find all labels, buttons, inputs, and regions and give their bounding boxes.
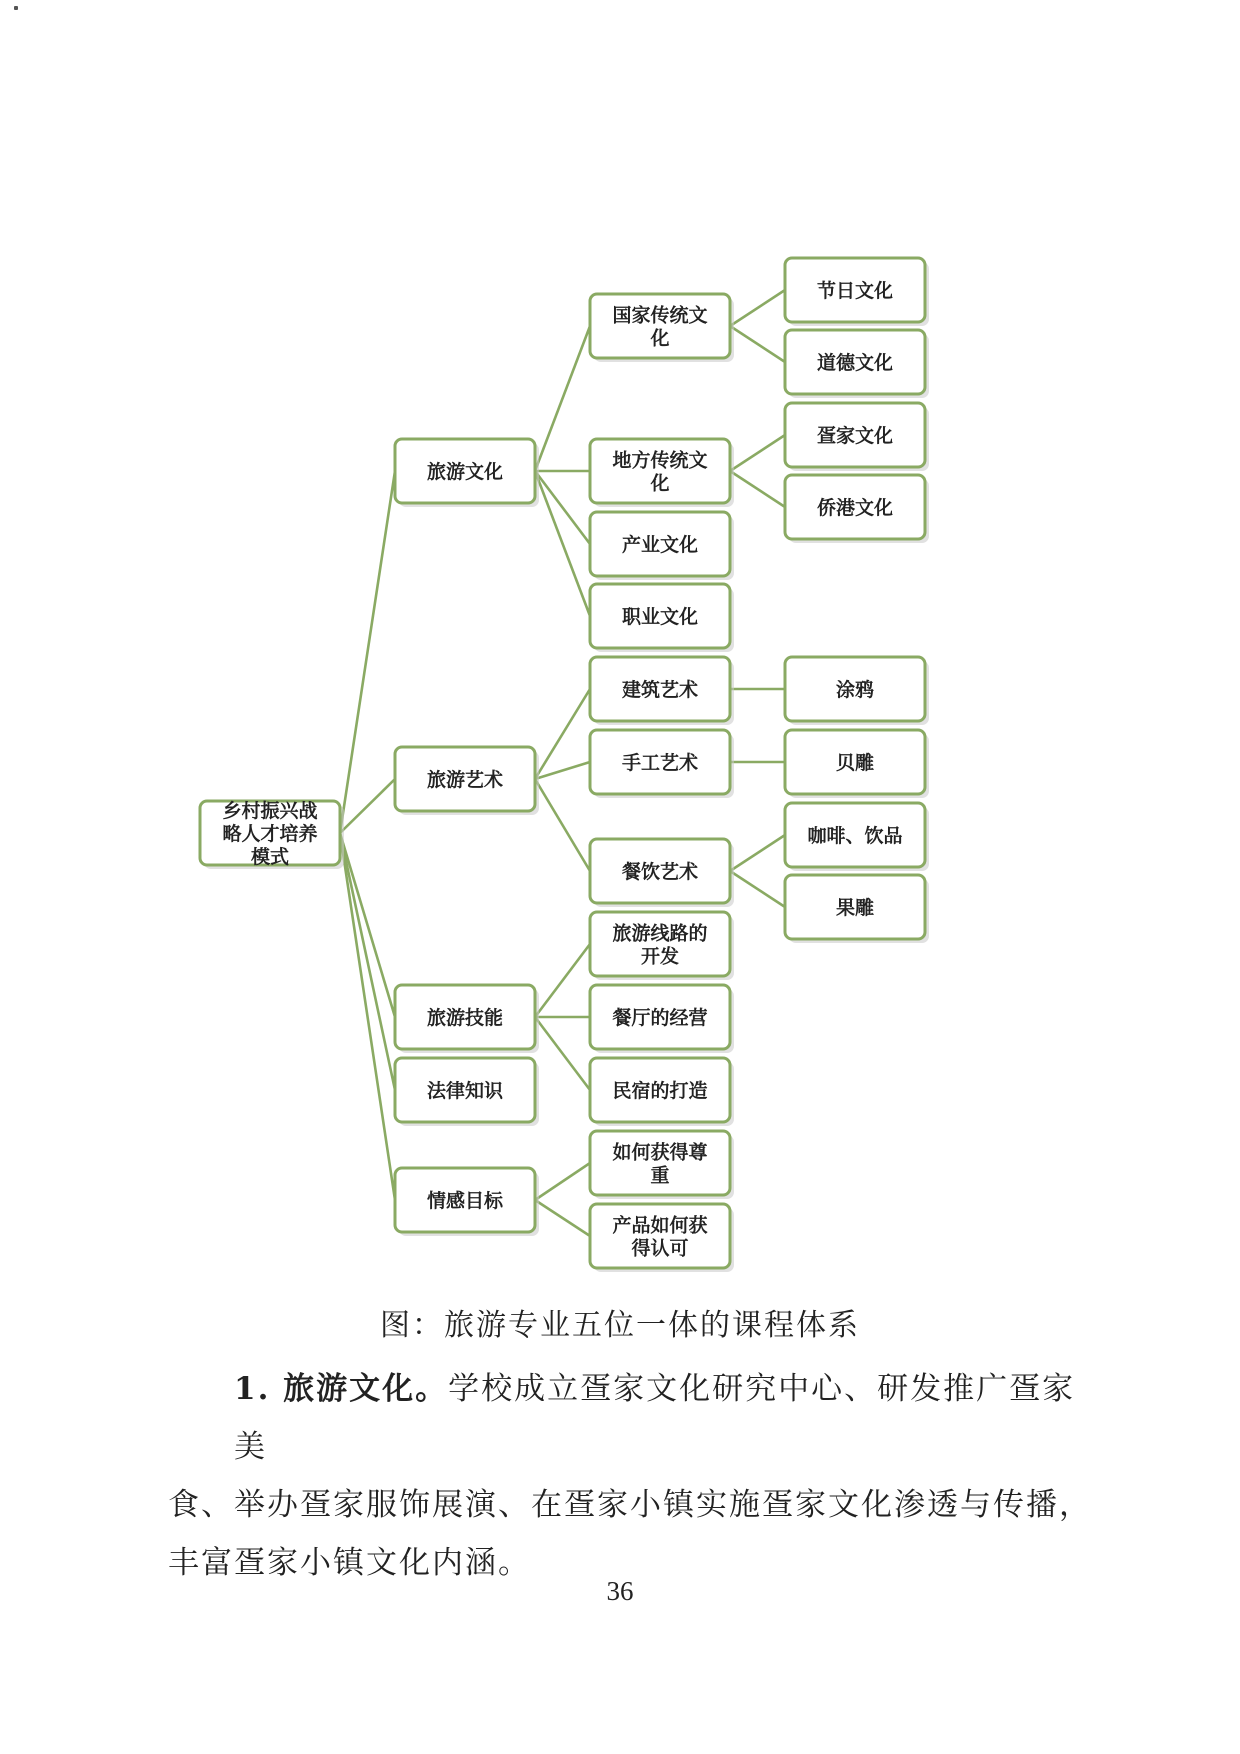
paragraph-line-2: 食、举办疍家服饰展演、在疍家小镇实施疍家文化渗透与传播， xyxy=(168,1487,1092,1523)
topic-node xyxy=(590,912,734,980)
branch-node xyxy=(395,747,539,815)
edge-topic-to-leaf xyxy=(730,326,785,362)
node-label: 国家传统文化 xyxy=(612,304,708,350)
paragraph-line-1: 学校成立疍家文化研究中心、研发推广疍家美 xyxy=(234,1371,1076,1465)
page-number: 36 xyxy=(606,1576,634,1606)
node-label: 旅游艺术 xyxy=(426,769,504,791)
topic-node xyxy=(590,730,734,798)
topic-node xyxy=(590,439,734,507)
edge-branch-to-topic xyxy=(535,326,590,471)
node-label: 侨港文化 xyxy=(816,497,894,519)
node-label: 手工艺术 xyxy=(621,752,699,774)
node-label: 餐饮艺术 xyxy=(621,861,699,883)
leaf-node xyxy=(785,475,929,543)
node-label: 咖啡、饮品 xyxy=(807,825,903,847)
leaf-node xyxy=(785,730,929,798)
node-label: 法律知识 xyxy=(426,1080,504,1102)
node-label: 产业文化 xyxy=(621,534,699,556)
edge-root-to-branch xyxy=(340,833,395,1017)
node-label: 职业文化 xyxy=(621,606,699,628)
node-label: 道德文化 xyxy=(816,352,894,374)
topic-node xyxy=(590,584,734,652)
edge-root-to-branch xyxy=(340,471,395,833)
figure-caption: 图：旅游专业五位一体的课程体系 xyxy=(380,1308,860,1343)
edge-topic-to-leaf xyxy=(730,435,785,471)
edge-root-to-branch xyxy=(340,833,395,1200)
body-paragraph xyxy=(168,1360,1108,1592)
topic-node xyxy=(590,839,734,907)
topic-node xyxy=(590,657,734,725)
node-label: 节日文化 xyxy=(816,280,894,302)
edge-topic-to-leaf xyxy=(730,871,785,907)
edge-topic-to-leaf xyxy=(730,290,785,326)
edge-branch-to-topic xyxy=(535,1163,590,1200)
leaf-node xyxy=(785,330,929,398)
node-label: 情感目标 xyxy=(426,1190,504,1212)
leaf-node xyxy=(785,657,929,725)
node-label: 贝雕 xyxy=(835,752,875,774)
leaf-node xyxy=(785,403,929,471)
edge-branch-to-topic xyxy=(535,779,590,871)
edge-branch-to-topic xyxy=(535,1200,590,1236)
node-label: 旅游线路的开发 xyxy=(612,922,708,968)
branch-node xyxy=(395,439,539,507)
edge-branch-to-topic xyxy=(535,471,590,616)
node-label: 民宿的打造 xyxy=(612,1080,708,1102)
diagram-nodes xyxy=(200,258,929,1272)
leaf-node xyxy=(785,803,929,871)
node-label: 涂鸦 xyxy=(835,679,875,701)
branch-node xyxy=(395,1168,539,1236)
node-label: 如何获得尊重 xyxy=(612,1141,708,1187)
paragraph-line-3: 丰富疍家小镇文化内涵。 xyxy=(168,1545,531,1581)
branch-node xyxy=(395,1058,539,1126)
topic-node xyxy=(590,512,734,580)
paragraph-heading: 1. 旅游文化。 xyxy=(234,1371,449,1407)
edge-root-to-branch xyxy=(340,833,395,1090)
node-label: 产品如何获得认可 xyxy=(612,1214,708,1260)
node-label: 果雕 xyxy=(835,897,875,919)
node-label: 旅游文化 xyxy=(426,461,504,483)
edge-topic-to-leaf xyxy=(730,471,785,507)
topic-node xyxy=(590,294,734,362)
leaf-node xyxy=(785,258,929,326)
topic-node xyxy=(590,1204,734,1272)
paragraph-first-line xyxy=(168,1360,1108,1476)
node-label: 餐厅的经营 xyxy=(612,1007,708,1029)
edge-branch-to-topic xyxy=(535,1017,590,1090)
node-label: 乡村振兴战略人才培养模式 xyxy=(222,800,318,868)
edge-topic-to-leaf xyxy=(730,835,785,871)
node-label: 建筑艺术 xyxy=(621,679,699,701)
topic-node xyxy=(590,985,734,1053)
topic-node xyxy=(590,1131,734,1199)
edge-branch-to-topic xyxy=(535,471,590,544)
branch-node xyxy=(395,985,539,1053)
topic-node xyxy=(590,1058,734,1126)
node-label: 疍家文化 xyxy=(816,425,894,447)
node-label: 地方传统文化 xyxy=(612,449,708,495)
leaf-node xyxy=(785,875,929,943)
node-label: 旅游技能 xyxy=(426,1007,504,1029)
diagram-root-node xyxy=(200,799,344,869)
edge-branch-to-topic xyxy=(535,944,590,1017)
